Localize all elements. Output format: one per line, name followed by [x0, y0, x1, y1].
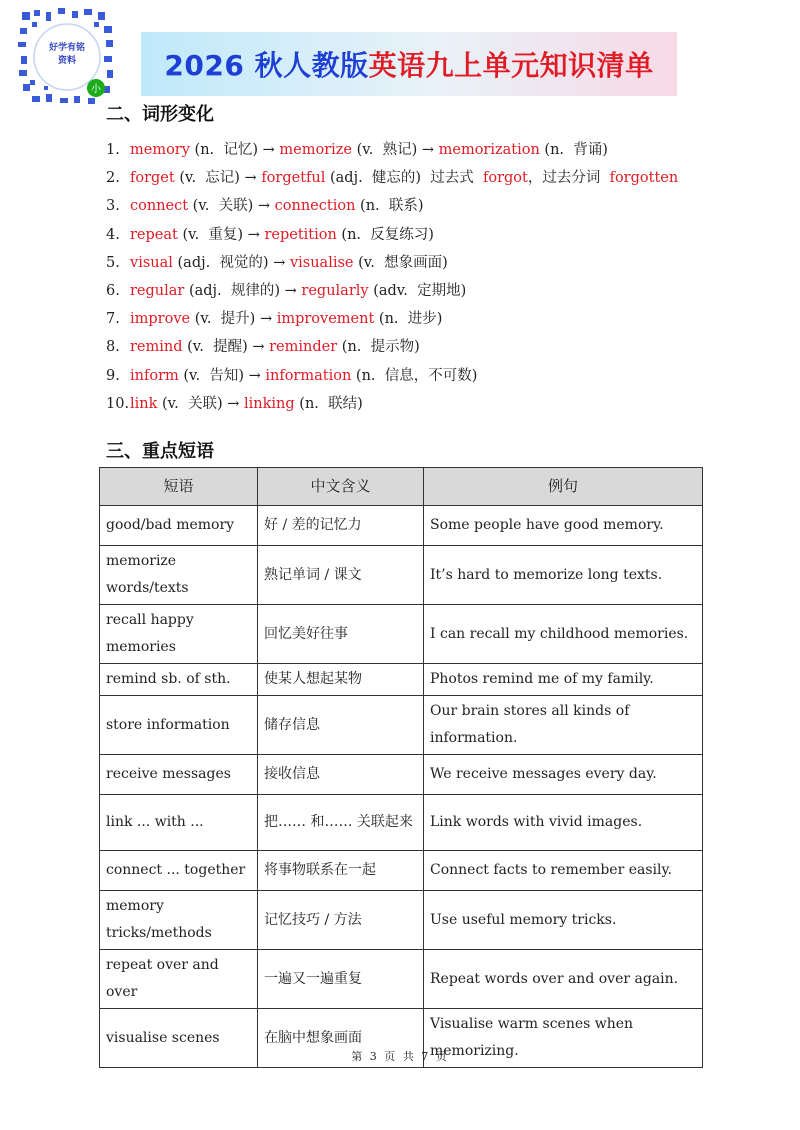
section-2-title: 二、词形变化 — [106, 104, 214, 125]
example-cell: Photos remind me of my family. — [424, 664, 703, 696]
qr-logo — [18, 8, 116, 106]
word-form: linking — [244, 395, 295, 412]
svg-text:小: 小 — [91, 84, 101, 95]
meaning-cell: 接收信息 — [258, 755, 424, 795]
banner-part2: 英语九上 — [368, 49, 483, 82]
word-form: repetition — [264, 226, 337, 243]
example-cell: I can recall my childhood memories. — [424, 605, 703, 664]
example-cell: Our brain stores all kinds of information. — [424, 696, 703, 755]
phrase-cell: repeat over and over — [100, 950, 258, 1009]
word-note: (n. 反复练习) — [336, 226, 434, 243]
meaning-cell: 把…… 和…… 关联起来 — [258, 795, 424, 851]
word-form: memorization — [438, 142, 540, 158]
header-meaning: 中文含义 — [258, 468, 424, 506]
example-cell: Use useful memory tricks. — [424, 891, 703, 950]
example-cell: We receive messages every day. — [424, 755, 703, 795]
phrase-cell: visualise scenes — [100, 1009, 258, 1068]
word-note: (n. 提示物) — [337, 339, 420, 356]
word-form: forgetful — [261, 170, 326, 187]
example-cell: Repeat words over and over again. — [424, 950, 703, 1009]
word-note: (adj. 规律的) → — [184, 282, 302, 299]
word-form: repeat — [130, 226, 178, 243]
word-note: (adj. 视觉的) → — [172, 254, 290, 271]
phrase-cell: recall happy memories — [100, 605, 258, 664]
phrase-table — [99, 467, 703, 1068]
header-example: 例句 — [424, 468, 703, 506]
list-item-number: 3. — [106, 198, 120, 215]
meaning-cell: 使某人想起某物 — [258, 664, 424, 696]
table-row — [100, 506, 703, 546]
phrase-cell: memorize words/texts — [100, 546, 258, 605]
word-note: (v. 想象画面) — [353, 254, 448, 271]
logo-text: 好学有铭 资料 — [48, 43, 85, 66]
phrase-cell: good/bad memory — [100, 506, 258, 546]
word-form: forgotten — [609, 170, 679, 187]
word-form: forget — [130, 170, 175, 187]
header-phrase: 短语 — [100, 468, 258, 506]
word-form: reminder — [269, 339, 338, 356]
meaning-cell: 熟记单词 / 课文 — [258, 546, 424, 605]
example-cell: Visualise warm scenes when memorizing. — [424, 1009, 703, 1068]
phrase-cell: link ... with ... — [100, 795, 258, 851]
table-row — [100, 696, 703, 755]
list-item-number: 5. — [106, 254, 120, 271]
list-item — [106, 136, 746, 164]
meaning-cell: 回忆美好往事 — [258, 605, 424, 664]
list-item-number: 7. — [106, 311, 120, 328]
word-form: regularly — [301, 282, 369, 299]
list-item — [106, 164, 746, 192]
list-item-number: 4. — [106, 226, 120, 243]
banner-part1: 2026 秋人教版 — [164, 49, 369, 82]
phrase-cell: memory tricks/methods — [100, 891, 258, 950]
example-cell: Some people have good memory. — [424, 506, 703, 546]
word-note: (v. 提醒) → — [182, 339, 270, 356]
word-form: remind — [130, 339, 183, 356]
word-note: (adv. 定期地) — [368, 282, 467, 299]
word-form: information — [265, 367, 352, 384]
table-row — [100, 755, 703, 795]
word-form: visual — [130, 254, 173, 271]
word-note: (v. 关联) → — [188, 198, 275, 215]
list-item — [106, 249, 746, 277]
example-cell: Connect facts to remember easily. — [424, 851, 703, 891]
word-note: (n. 联系) — [355, 198, 424, 215]
word-form: connect — [130, 198, 189, 215]
word-note: (v. 告知) → — [178, 367, 266, 384]
meaning-cell: 将事物联系在一起 — [258, 851, 424, 891]
table-row — [100, 950, 703, 1009]
word-form: regular — [130, 282, 185, 299]
table-row — [100, 891, 703, 950]
word-note: (v. 熟记) → — [352, 142, 439, 158]
meaning-cell: 在脑中想象画面 — [258, 1009, 424, 1068]
word-form-list — [106, 136, 746, 418]
word-note: (n. 进步) — [374, 311, 443, 328]
word-form: improve — [130, 311, 191, 328]
word-form: forgot — [482, 170, 528, 187]
list-item — [106, 277, 746, 305]
word-form: visualise — [289, 254, 354, 271]
list-item — [106, 305, 746, 333]
word-form: improvement — [276, 311, 375, 328]
word-form: connection — [274, 198, 356, 215]
word-form: link — [130, 395, 158, 412]
meaning-cell: 好 / 差的记忆力 — [258, 506, 424, 546]
section-3-title: 三、重点短语 — [106, 441, 214, 462]
word-note: (adj. 健忘的) 过去式 — [325, 170, 483, 187]
word-note: (v. 重复) → — [177, 226, 265, 243]
word-note: (n. 信息，不可数) — [351, 367, 478, 384]
table-row — [100, 605, 703, 664]
meaning-cell: 记忆技巧 / 方法 — [258, 891, 424, 950]
list-item — [106, 390, 746, 418]
table-row — [100, 664, 703, 696]
title-banner — [141, 32, 677, 96]
phrase-cell: receive messages — [100, 755, 258, 795]
word-note: (v. 关联) → — [157, 395, 244, 412]
table-header-row — [100, 468, 703, 506]
table-row — [100, 546, 703, 605]
list-item — [106, 192, 746, 220]
list-item — [106, 333, 746, 361]
phrase-cell: remind sb. of sth. — [100, 664, 258, 696]
list-item-number: 9. — [106, 367, 120, 384]
page-footer: 第 3 页 共 7 页 — [351, 1050, 449, 1063]
phrase-cell: store information — [100, 696, 258, 755]
list-item-number: 1. — [106, 142, 120, 158]
meaning-cell: 储存信息 — [258, 696, 424, 755]
list-item-number: 6. — [106, 282, 120, 299]
word-form: inform — [130, 367, 179, 384]
phrase-cell: connect ... together — [100, 851, 258, 891]
meaning-cell: 一遍又一遍重复 — [258, 950, 424, 1009]
word-form: memorize — [279, 142, 353, 158]
table-row — [100, 795, 703, 851]
example-cell: It’s hard to memorize long texts. — [424, 546, 703, 605]
word-note: (n. 背诵) — [539, 142, 608, 158]
word-note: (v. 提升) → — [190, 311, 277, 328]
word-note: (n. 记忆) → — [189, 142, 280, 158]
word-form: memory — [130, 142, 190, 158]
table-row — [100, 851, 703, 891]
list-item — [106, 221, 746, 249]
word-note: (v. 忘记) → — [174, 170, 262, 187]
list-item-number: 8. — [106, 339, 120, 356]
word-note: (n. 联结) — [294, 395, 363, 412]
example-cell: Link words with vivid images. — [424, 795, 703, 851]
list-item-number: 10. — [106, 395, 130, 412]
word-note: ，过去分词 — [527, 170, 610, 187]
banner-part3: 单元知识清单 — [482, 49, 654, 82]
list-item-number: 2. — [106, 170, 120, 187]
list-item — [106, 362, 746, 390]
